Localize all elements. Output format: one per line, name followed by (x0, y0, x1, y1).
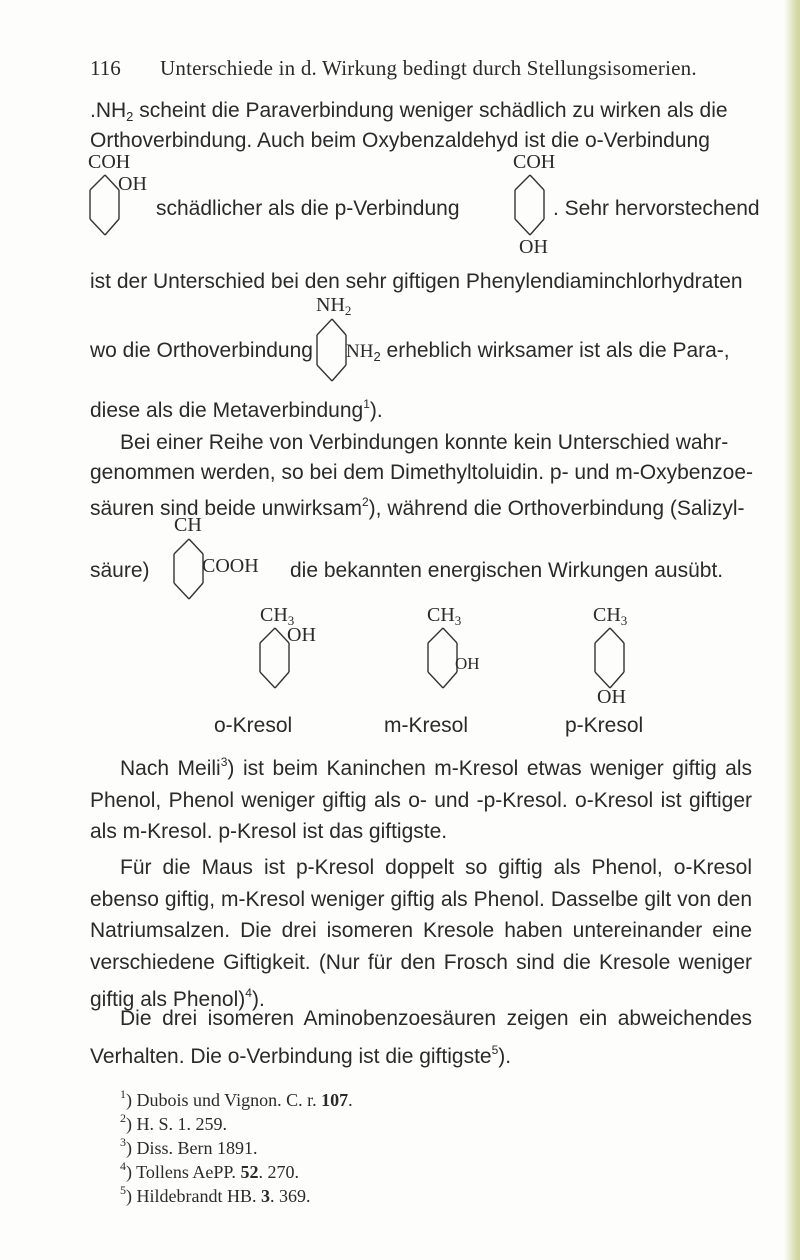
para3-text: ) ist beim Kaninchen m-Kresol etwas weniger giftig als Phenol, Phenol weniger giftig als o- und -p-Kresol. o-Kresol ist giftiger als m-Kresol. p-Kresol ist das giftigste. (90, 757, 753, 843)
para1-line6-end: ). (369, 399, 383, 422)
footnote-2-text: ) H. S. 1. 259. (126, 1114, 228, 1134)
nh2-top-text: NH (316, 294, 345, 316)
footnote-2-number: 2 (120, 1111, 126, 1125)
nh2-top-sub: 2 (344, 303, 352, 318)
para4-end: ). (251, 988, 265, 1011)
benzene-ring-p-kresol (591, 626, 631, 692)
para2-line1: Bei einer Reihe von Verbindungen konnte kein Unterschied wahr- (120, 431, 729, 454)
para2-line3-text: säuren sind beide unwirksam (90, 497, 362, 520)
footnote-1-number: 1 (120, 1087, 126, 1101)
footnote-5-number: 5 (120, 1183, 126, 1197)
para5 (90, 1003, 752, 1072)
para5-end: ). (498, 1044, 512, 1068)
footnote-ref-5: 5 (491, 1042, 499, 1057)
cresol-p-sub: 3 (620, 613, 628, 628)
nh2-prefix: .NH (90, 99, 127, 122)
nh2-prefix-sub: 2 (126, 109, 134, 124)
salicylic-cooh: COOH (202, 555, 259, 577)
benzene-ring-para (511, 173, 551, 239)
footnote-5-text: ) Hildebrandt HB. (126, 1186, 261, 1206)
footnote-4-volume: 52 (240, 1162, 259, 1182)
para1-line6-text: diese als die Metaverbindung (90, 399, 364, 422)
para1-line4: ist der Unterschied bei den sehr giftigen Phenylendiaminchlorhydraten (90, 270, 743, 293)
para1-line6 (90, 389, 383, 426)
para2-line3-end: ), während die Orthoverbindung (Salizyl- (368, 497, 745, 520)
formula-left-top: COH (88, 151, 131, 173)
para2-line2: genommen werden, so bei dem Dimethyltoluidin. p- und m-Oxybenzoe- (90, 461, 753, 484)
formula-left-oh: OH (118, 173, 147, 195)
footnote-1-text: ) Dubois und Vignon. C. r. (126, 1090, 322, 1110)
footnote-ref-2: 2 (361, 495, 369, 509)
nh2-side-sub: 2 (373, 349, 381, 364)
para2-line4: die bekannten energischen Wirkungen ausübt. (290, 559, 724, 582)
cresol-m-name: m-Kresol (384, 714, 469, 737)
para1-line5-rest (346, 335, 730, 372)
para1-line5-prefix: wo die Orthoverbindung (90, 339, 313, 362)
footnote-5-volume: 3 (260, 1186, 270, 1206)
cresol-o-oh: OH (287, 624, 316, 646)
footnote-3-text: ) Diss. Bern 1891. (126, 1138, 258, 1158)
footnote-1-tail: . (348, 1090, 353, 1110)
footnote-ref-1: 1 (363, 397, 370, 411)
cresol-p-oh: OH (597, 686, 626, 708)
para1-line1-text: scheint die Paraverbindung weniger schädlich zu wirken als die (133, 99, 728, 122)
cresol-p-name: p-Kresol (565, 714, 644, 737)
formula-right-oh: OH (519, 236, 548, 258)
para1-line5-suffix: erheblich wirksamer ist als die Para-, (380, 339, 730, 362)
footnote-4-number: 4 (120, 1159, 126, 1173)
cresol-p-ch: CH (593, 604, 621, 626)
cresol-m-sub: 3 (454, 613, 462, 628)
footnote-4-tail: . 270. (258, 1162, 299, 1182)
para4-text: Für die Maus ist p-Kresol doppelt so giftig als Phenol, o-Kresol ebenso giftig, m-Kresol weniger giftig als Phenol. Dasselbe gilt von den Natriumsalzen. Die drei isomeren Kresole haben untereinander eine verschiedene Giftigkeit. (Nur für den Frosch sind die Kresole weniger giftig als Phenol) (90, 856, 752, 1011)
footnote-1-volume: 107 (321, 1090, 349, 1110)
running-title: Unterschiede in d. Wirkung bedingt durch Stellungsisomerien. (160, 56, 697, 80)
formula-right-text: . Sehr hervorstechend (553, 197, 760, 220)
cresol-o-sub: 3 (287, 613, 295, 628)
footnote-ref-3: 3 (220, 755, 228, 769)
page-edge (784, 0, 800, 1260)
footnote-4-text: ) Tollens AePP. (126, 1162, 241, 1182)
cresol-m-ch: CH (427, 604, 455, 626)
page-number: 116 (90, 56, 121, 80)
footnote-5 (120, 1178, 310, 1209)
cresol-o-ch: CH (260, 604, 288, 626)
para2-saeure: säure) (90, 559, 150, 582)
para3-start: Nach Meili (120, 757, 221, 780)
cresol-m-oh: OH (455, 654, 480, 673)
para5-text: Die drei isomeren Aminobenzoesäuren zeigen ein abweichendes Verhalten. Die o-Verbindung ist die giftigste (90, 1007, 752, 1068)
footnote-5-tail: . 369. (269, 1186, 311, 1206)
para4 (90, 852, 752, 1016)
formula-right-top: COH (513, 151, 556, 173)
para1-line2: Orthoverbindung. Auch beim Oxybenzaldehyd ist die o-Verbindung (90, 129, 710, 152)
footnote-3-number: 3 (120, 1135, 126, 1149)
formula-middle-text: schädlicher als die p-Verbindung (156, 197, 460, 220)
nh2-side: NH (346, 341, 374, 362)
salicylic-ch: CH (174, 514, 202, 536)
nh2-top (316, 294, 351, 319)
cresol-o-name: o-Kresol (214, 714, 293, 737)
para3 (90, 747, 752, 848)
footnote-ref-4: 4 (245, 986, 252, 1000)
